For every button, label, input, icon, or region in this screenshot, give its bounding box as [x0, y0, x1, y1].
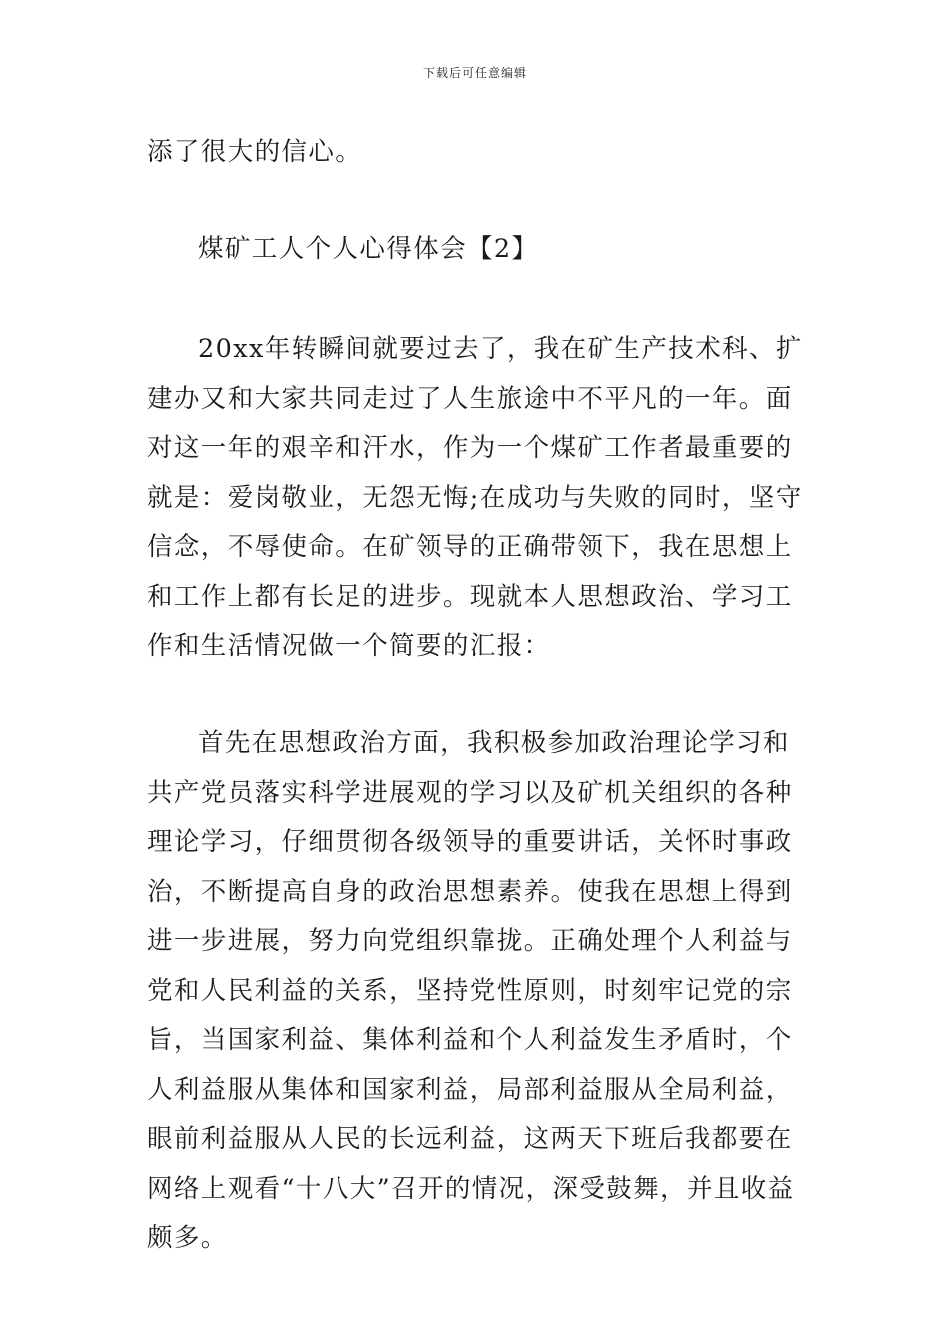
page-header-note: 下载后可任意编辑	[422, 66, 527, 80]
body-paragraph-2: 首先在思想政治方面，我积极参加政治理论学习和共产党员落实科学进展观的学习以及矿机关组织的各种理论学习，仔细贯彻各级领导的重要讲话，关怀时事政治，不断提高自身的政治思想素养。使我在思想上得到进一步进展，努力向党组织靠拢。正确处理个人利益与党和人民利益的关系，坚持党性原则，时刻牢记党的宗旨，当国家利益、集体利益和个人利益发生矛盾时，个人利益服从集体和国家利益，局部利益服从全局利益，眼前利益服从人民的长远利益，这两天下班后我都要在网络上观看“十八大”召开的情况，深受鼓舞，并且收益颇多。	[147, 728, 795, 1253]
body-paragraph-1: 20xx年转瞬间就要过去了，我在矿生产技术科、扩建办又和大家共同走过了人生旅途中不平凡的一年。面对这一年的艰辛和汗水，作为一个煤矿工作者最重要的就是：爱岗敬业，无怨无悔;在成功与失败的同时，坚守信念，不辱使命。在矿领导的正确带领下，我在思想上和工作上都有长足的进步。现就本人思想政治、学习工作和生活情况做一个简要的汇报：	[147, 334, 803, 661]
continuation-paragraph: 添了很大的信心。	[147, 137, 363, 167]
section-heading: 煤矿工人个人心得体会【2】	[198, 234, 539, 264]
